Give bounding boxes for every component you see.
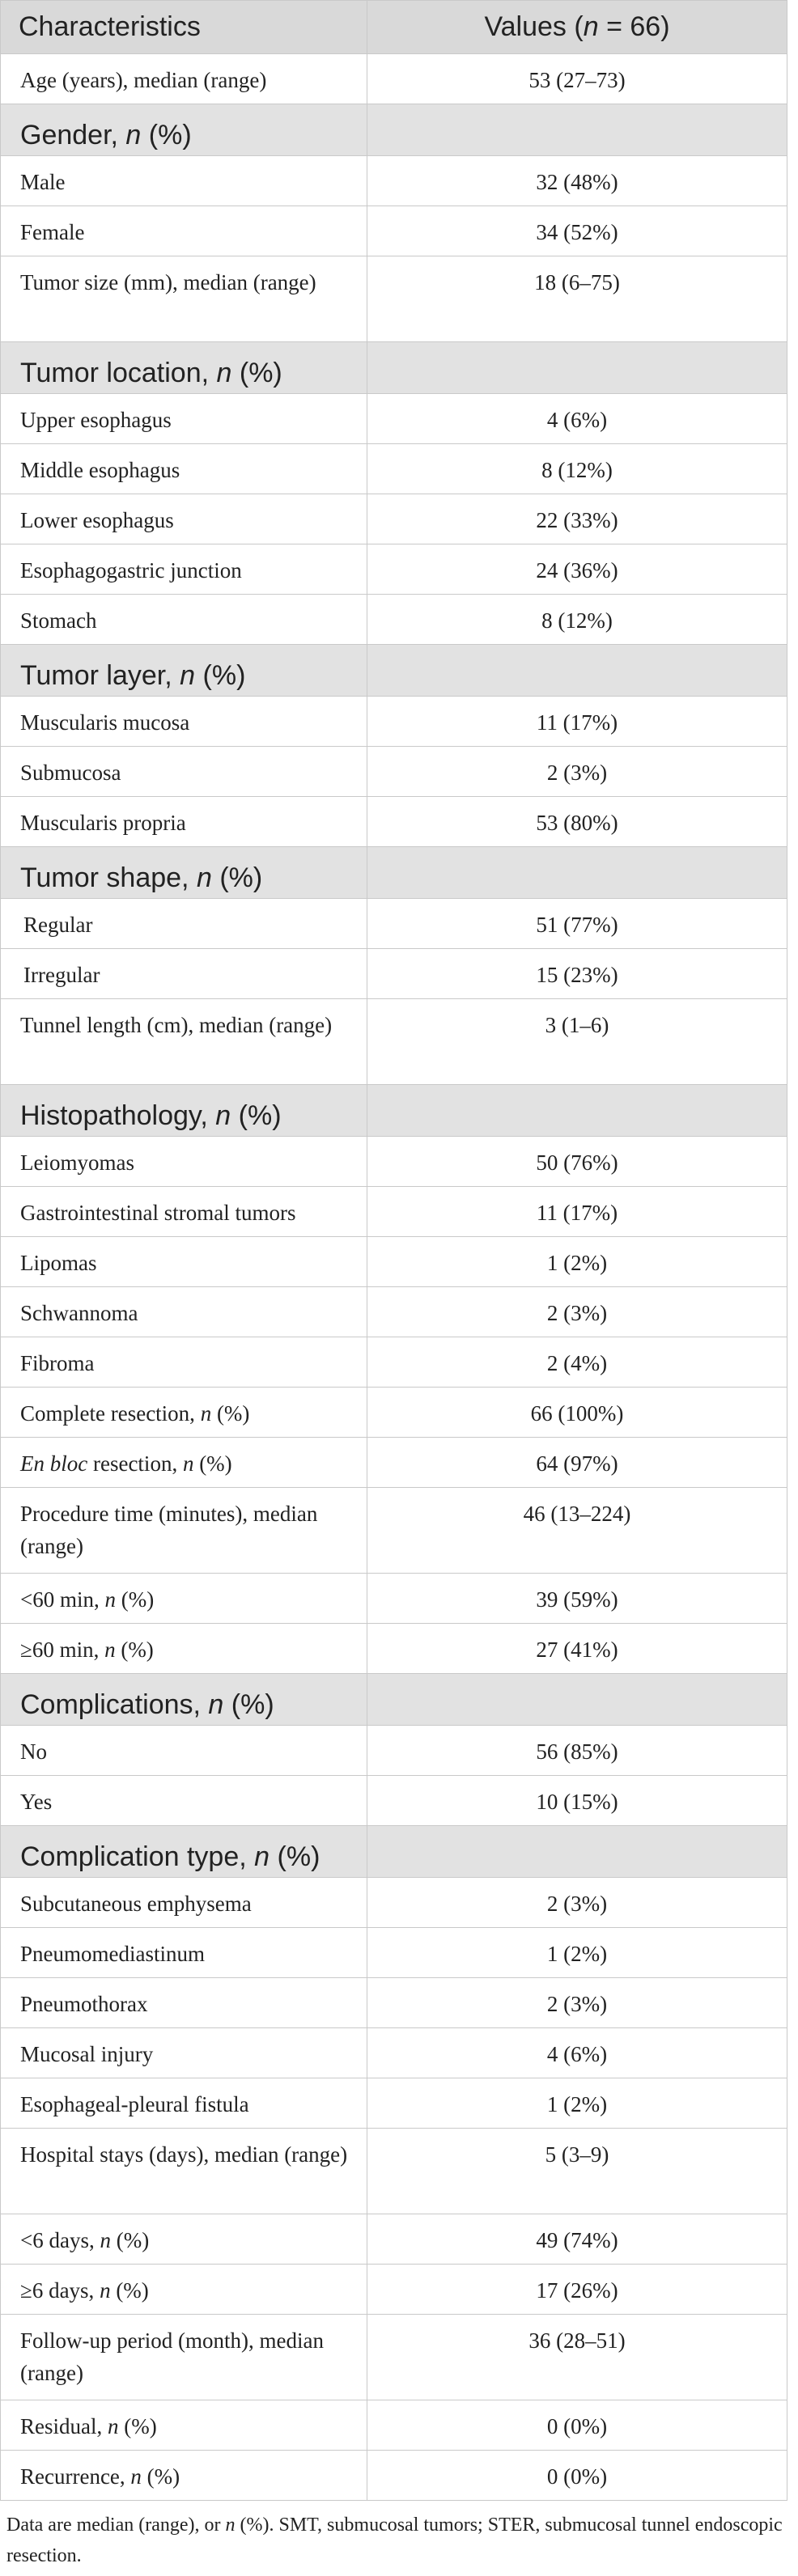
table-row: Residual, n (%) 0 (0%) (1, 2400, 787, 2451)
table-row: Esophageal-pleural fistula 1 (2%) (1, 2078, 787, 2129)
table-row: Tumor size (mm), median (range) 18 (6–75) (1, 256, 787, 342)
section-header-tumor-layer: Tumor layer, n (%) (1, 645, 787, 697)
table-row: Complete resection, n (%) 66 (100%) (1, 1388, 787, 1438)
section-header-gender: Gender, n (%) (1, 104, 787, 156)
table-row: Male 32 (48%) (1, 156, 787, 206)
table-row: Pneumomediastinum 1 (2%) (1, 1928, 787, 1978)
section-header-tumor-shape: Tumor shape, n (%) (1, 847, 787, 899)
table-row: Muscularis mucosa 11 (17%) (1, 697, 787, 747)
section-header-complications: Complications, n (%) (1, 1674, 787, 1726)
table-row: Upper esophagus 4 (6%) (1, 394, 787, 444)
table-row: Subcutaneous emphysema 2 (3%) (1, 1878, 787, 1928)
section-header-complication-type: Complication type, n (%) (1, 1826, 787, 1878)
table-row: <6 days, n (%) 49 (74%) (1, 2214, 787, 2265)
table-row: Schwannoma 2 (3%) (1, 1287, 787, 1337)
table-row: Procedure time (minutes), median (range) 46 (13–224) (1, 1488, 787, 1574)
table-row: Mucosal injury 4 (6%) (1, 2028, 787, 2078)
table-row: Lipomas 1 (2%) (1, 1237, 787, 1287)
table-row: Muscularis propria 53 (80%) (1, 797, 787, 847)
table-row: Gastrointestinal stromal tumors 11 (17%) (1, 1187, 787, 1237)
table-row: Leiomyomas 50 (76%) (1, 1137, 787, 1187)
header-characteristics: Characteristics (1, 1, 367, 54)
table-row: Irregular 15 (23%) (1, 949, 787, 999)
table-row: ≥6 days, n (%) 17 (26%) (1, 2265, 787, 2315)
table-header-row (1, 1, 787, 54)
table-row: ≥60 min, n (%) 27 (41%) (1, 1624, 787, 1674)
table-row: Recurrence, n (%) 0 (0%) (1, 2451, 787, 2501)
table-row: Age (years), median (range) 53 (27–73) (1, 54, 787, 104)
table-row: Submucosa 2 (3%) (1, 747, 787, 797)
table-row: Lower esophagus 22 (33%) (1, 494, 787, 544)
table-row: Female 34 (52%) (1, 206, 787, 256)
section-header-histopathology: Histopathology, n (%) (1, 1085, 787, 1137)
section-header-tumor-location: Tumor location, n (%) (1, 342, 787, 394)
table-row: Middle esophagus 8 (12%) (1, 444, 787, 494)
table-row: Yes 10 (15%) (1, 1776, 787, 1826)
table-row: No 56 (85%) (1, 1726, 787, 1776)
table-row: Follow-up period (month), median (range) 36 (28–51) (1, 2315, 787, 2400)
table-row: Fibroma 2 (4%) (1, 1337, 787, 1388)
table-row: Regular 51 (77%) (1, 899, 787, 949)
header-values: Values (n = 66) (367, 1, 787, 54)
table-row: Stomach 8 (12%) (1, 595, 787, 645)
table-row: En bloc resection, n (%) 64 (97%) (1, 1438, 787, 1488)
table-row: Pneumothorax 2 (3%) (1, 1978, 787, 2028)
table-row: Tunnel length (cm), median (range) 3 (1–6) (1, 999, 787, 1085)
table-row: <60 min, n (%) 39 (59%) (1, 1574, 787, 1624)
table-row: Esophagogastric junction 24 (36%) (1, 544, 787, 595)
table-row: Hospital stays (days), median (range) 5 (3–9) (1, 2129, 787, 2214)
table-footnote: Data are median (range), or n (%). SMT, submucosal tumors; STER, submucosal tunnel endoscopic resection. (6, 2515, 783, 2566)
